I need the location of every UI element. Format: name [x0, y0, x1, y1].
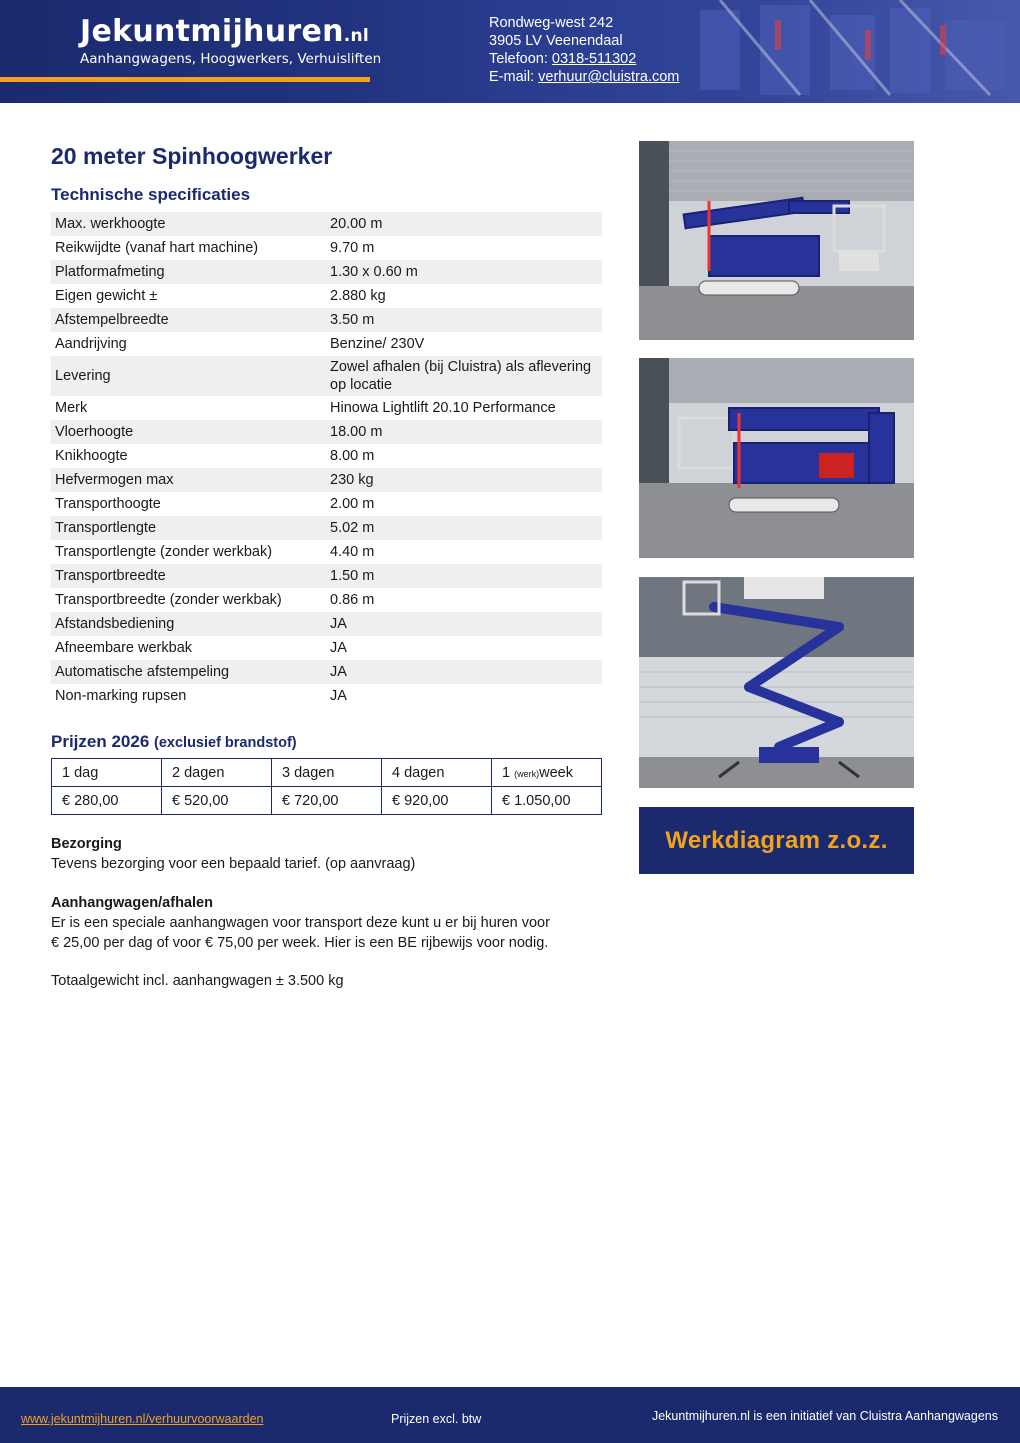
spec-row [51, 284, 602, 308]
price-value-cell: € 520,00 [162, 787, 272, 815]
price-value-cell: € 1.050,00 [492, 787, 602, 815]
spec-value: 0.86 m [330, 592, 375, 608]
spec-label: Merk [55, 400, 88, 416]
phone-line: Telefoon: 0318-511302 [489, 51, 637, 67]
spec-value: Benzine/ 230V [330, 336, 425, 352]
spec-value: JA [330, 640, 347, 656]
prices-heading: Prijzen 2026 (exclusief brandstof) [51, 732, 297, 751]
machine-photo-2 [639, 358, 914, 558]
machine-photo-3 [639, 577, 914, 788]
spec-row [51, 236, 602, 260]
werkdiagram-banner: Werkdiagram z.o.z. [639, 807, 914, 874]
prices-value-row [52, 787, 602, 815]
prices-excl-note: Prijzen excl. btw [391, 1412, 482, 1426]
spec-label: Non-marking rupsen [55, 688, 187, 704]
bezorging-heading: Bezorging [51, 836, 122, 852]
email-line: E-mail: verhuur@cluistra.com [489, 69, 680, 85]
spec-row [51, 492, 602, 516]
price-header-cell-week: 1 (werk)week [492, 759, 602, 787]
spec-label: Transportbreedte (zonder werkbak) [55, 592, 282, 608]
brand-logo[interactable] [80, 14, 381, 67]
spec-value: 2.880 kg [330, 288, 386, 304]
spec-row [51, 516, 602, 540]
address-line-2: 3905 LV Veenendaal [489, 33, 623, 49]
spec-value: 9.70 m [330, 240, 375, 256]
logo-accent-bar [0, 77, 370, 82]
phone-link[interactable]: 0318-511302 [551, 51, 637, 67]
aanhang-section [51, 893, 550, 953]
spec-label: Afstempelbreedte [51, 308, 326, 332]
price-value-cell: € 280,00 [52, 787, 162, 815]
spec-value: JA [326, 612, 602, 636]
spec-row [51, 588, 602, 612]
prices-header-row [52, 759, 602, 787]
aanhang-text-2: € 25,00 per dag of voor € 75,00 per week. Hier is een BE rijbewijs voor nodig. [51, 935, 549, 951]
email-link[interactable]: verhuur@cluistra.com [538, 69, 680, 85]
spec-row [51, 636, 602, 660]
spec-value: 3.50 m [326, 308, 602, 332]
prices-table [51, 758, 602, 815]
spec-value: 5.02 m [326, 516, 602, 540]
spec-row [51, 540, 602, 564]
aanhang-text-1: Er is een speciale aanhangwagen voor transport deze kunt u er bij huren voor [51, 915, 550, 931]
price-header-cell: 3 dagen [272, 759, 382, 787]
spec-label: Transportbreedte [51, 564, 326, 588]
spec-label: Automatische afstempeling [51, 660, 326, 684]
bezorging-section [51, 834, 415, 874]
total-weight-text: Totaalgewicht incl. aanhangwagen ± 3.500 kg [51, 973, 344, 989]
specs-heading: Technische specificaties [51, 185, 251, 204]
contact-info [489, 14, 679, 86]
spec-value: 20.00 m [326, 212, 602, 236]
spec-value: 8.00 m [330, 448, 375, 464]
spec-label: Reikwijdte (vanaf hart machine) [55, 240, 259, 256]
spec-row [51, 684, 602, 708]
spec-label: Transportlengte [51, 516, 326, 540]
price-header-cell: 4 dagen [382, 759, 492, 787]
price-value-cell: € 920,00 [382, 787, 492, 815]
spec-value: 1.30 x 0.60 m [326, 260, 602, 284]
spec-label: Transportlengte (zonder werkbak) [55, 544, 273, 560]
spec-value: 18.00 m [326, 420, 602, 444]
spec-value: Hinowa Lightlift 20.10 Performance [330, 400, 556, 416]
prices-note: (exclusief brandstof) [154, 735, 297, 751]
spec-row [51, 356, 602, 396]
page-title: 20 meter Spinhoogwerker [51, 143, 333, 169]
spec-row [51, 444, 602, 468]
terms-link[interactable]: www.jekuntmijhuren.nl/verhuurvoorwaarden [21, 1412, 264, 1426]
spec-row [51, 212, 602, 236]
price-header-cell: 2 dagen [162, 759, 272, 787]
spec-row [51, 420, 602, 444]
spec-value: JA [326, 660, 602, 684]
bezorging-text: Tevens bezorging voor een bepaald tarief. (op aanvraag) [51, 856, 416, 872]
logo-tagline: Aanhangwagens, Hoogwerkers, Verhuisliften [80, 51, 382, 67]
initiative-note: Jekuntmijhuren.nl is een initiatief van Cluistra Aanhangwagens [651, 1409, 998, 1423]
spec-row [51, 260, 602, 284]
price-header-cell: 1 dag [52, 759, 162, 787]
address-line-1: Rondweg-west 242 [489, 15, 614, 31]
spec-label: Levering [51, 356, 326, 396]
aanhang-heading: Aanhangwagen/afhalen [51, 895, 213, 911]
page-header [0, 0, 1020, 103]
spec-label: Hefvermogen max [51, 468, 326, 492]
price-value-cell: € 720,00 [272, 787, 382, 815]
spec-label: Max. werkhoogte [51, 212, 326, 236]
spec-row [51, 332, 602, 356]
spec-row [51, 660, 602, 684]
spec-value: 230 kg [326, 468, 602, 492]
spec-row [51, 612, 602, 636]
specs-table [51, 212, 602, 708]
spec-row [51, 308, 602, 332]
spec-row [51, 564, 602, 588]
spec-label: Transporthoogte [55, 496, 161, 512]
spec-label: Afneembare werkbak [55, 640, 193, 656]
logo-wordmark: Jekuntmijhuren.nl [80, 14, 370, 49]
spec-row [51, 468, 602, 492]
spec-label: Platformafmeting [51, 260, 326, 284]
machine-photo-1 [639, 141, 914, 340]
spec-label: Afstandsbediening [51, 612, 326, 636]
spec-label: Knikhoogte [55, 448, 128, 464]
spec-value: 1.50 m [326, 564, 602, 588]
spec-label: Aandrijving [55, 336, 127, 352]
page-footer [0, 1387, 1020, 1443]
spec-value: Zowel afhalen (bij Cluistra) als aflevering op locatie [326, 356, 602, 396]
spec-row [51, 396, 602, 420]
spec-value: 2.00 m [330, 496, 375, 512]
spec-label: Eigen gewicht ± [55, 288, 158, 304]
spec-value: 4.40 m [330, 544, 375, 560]
spec-value: JA [330, 688, 347, 704]
spec-label: Vloerhoogte [51, 420, 326, 444]
